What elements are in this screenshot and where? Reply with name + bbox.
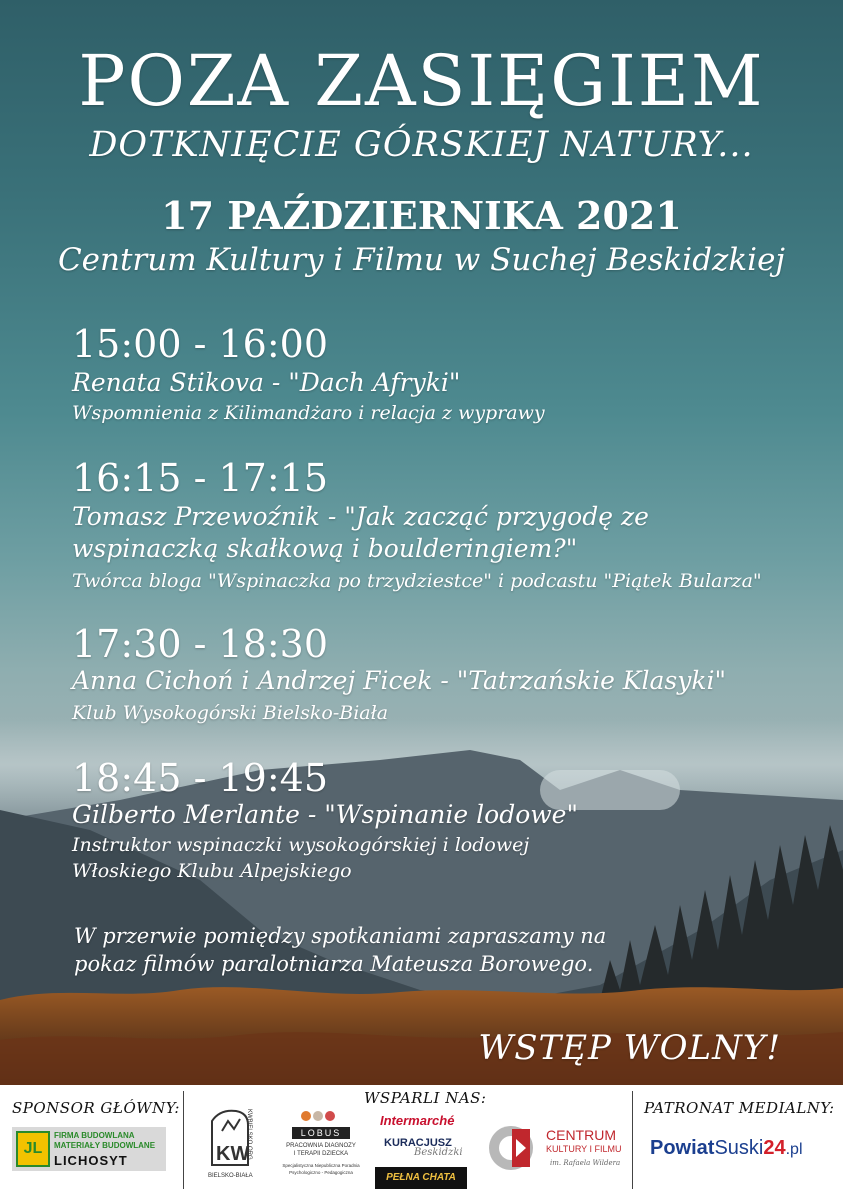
schedule-speaker-1: Renata Stikova - "Dach Afryki" [72, 368, 461, 397]
kw-bielsko-logo[interactable] [208, 1107, 266, 1185]
lobus-logo[interactable] [282, 1109, 360, 1187]
kuracjusz-main: KURACJUSZ [384, 1137, 452, 1149]
schedule-speaker-2-line-1: Tomasz Przewoźnik - "Jak zacząć przygodę ze [72, 502, 649, 531]
break-note-line-1: W przerwie pomiędzy spotkaniami zapraszamy na [74, 924, 607, 948]
kuracjusz-logo[interactable] [384, 1135, 464, 1163]
intermarche-logo[interactable]: Intermarché [380, 1113, 455, 1128]
schedule-description-2: Twórca bloga "Wspinaczka po trzydziestce" i podcastu "Piątek Bularza" [72, 570, 762, 592]
kw-side: KWBIELSKO.ORG [246, 1109, 252, 1160]
lichosyt-line-3: LICHOSYT [54, 1153, 128, 1168]
powiat-part-3: 24 [763, 1137, 786, 1159]
schedule-time-4: 18:45 - 19:45 [72, 756, 329, 800]
schedule-time-1: 15:00 - 16:00 [72, 322, 329, 366]
schedule-speaker-3: Anna Cichoń i Andrzej Ficek - "Tatrzańskie Klasyki" [72, 666, 726, 695]
schedule-description-1: Wspomnienia z Kilimandżaro i relacja z wyprawy [72, 402, 545, 424]
kw-bottom: BIELSKO-BIAŁA [208, 1173, 253, 1179]
schedule-speaker-2-line-2: wspinaczką skałkową i boulderingiem?" [72, 534, 578, 563]
sponsors-footer [0, 1085, 843, 1193]
event-date: 17 PAŹDZIERNIKA 2021 [161, 193, 682, 238]
break-note-line-2: pokaz filmów paralotniarza Mateusza Borowego. [74, 952, 594, 976]
centrum-kultury-logo[interactable] [486, 1123, 622, 1175]
lichosyt-badge: JL [16, 1131, 50, 1167]
schedule-description-4-line-1: Instruktor wspinaczki wysokogórskiej i lodowej [72, 834, 530, 856]
lichosyt-line-2: MATERIAŁY BUDOWLANE [54, 1141, 156, 1150]
sponsor-label: SPONSOR GŁÓWNY: [12, 1099, 180, 1117]
powiat-part-1: Powiat [650, 1137, 715, 1159]
lobus-line-1: PRACOWNIA DIAGNOZY [286, 1143, 356, 1149]
lobus-line-4: Psychologiczno - Pedagogiczna [289, 1170, 353, 1175]
powiat-part-4: .pl [785, 1141, 803, 1158]
free-entry-label: WSTĘP WOLNY! [478, 1028, 781, 1068]
centrum-line-2: KULTURY I FILMU [546, 1144, 622, 1154]
powiat-part-2: Suski [714, 1137, 764, 1159]
lobus-line-2: I TERAPII DZIECKA [293, 1151, 349, 1157]
divider-left [183, 1091, 184, 1189]
event-venue: Centrum Kultury i Filmu w Suchej Beskidzkiej [57, 242, 786, 278]
centrum-line-3: im. Rafaela Wildera [550, 1159, 621, 1167]
lichosyt-logo[interactable] [12, 1127, 166, 1171]
pelna-chata-logo[interactable]: PEŁNA CHATA [375, 1167, 467, 1189]
kuracjusz-sub: Beskidzki [414, 1147, 463, 1158]
lichosyt-line-1: FIRMA BUDOWLANA [54, 1131, 135, 1140]
film-reel-icon [486, 1123, 536, 1173]
schedule-speaker-4: Gilberto Merlante - "Wspinanie lodowe" [72, 800, 578, 829]
lobus-line-3: Specjalistyczna Niepubliczna Poradnia [282, 1163, 360, 1168]
schedule-time-2: 16:15 - 17:15 [72, 456, 329, 500]
lobus-dots-icon [300, 1109, 340, 1123]
powiat-suski-logo[interactable] [650, 1137, 803, 1160]
event-title: POZA ZASIĘGIEM [78, 40, 765, 122]
event-subtitle: DOTKNIĘCIE GÓRSKIEJ NATURY... [89, 125, 754, 165]
schedule-description-4-line-2: Włoskiego Klubu Alpejskiego [72, 860, 352, 882]
divider-right [632, 1091, 633, 1189]
schedule-time-3: 17:30 - 18:30 [72, 622, 329, 666]
kw-main: KW [216, 1143, 250, 1165]
centrum-line-1: CENTRUM [546, 1127, 616, 1143]
lobus-name: LOBUS [292, 1127, 350, 1139]
support-label: WSPARLI NAS: [364, 1089, 487, 1107]
schedule-description-3: Klub Wysokogórski Bielsko-Biała [72, 702, 389, 724]
media-label: PATRONAT MEDIALNY: [644, 1099, 835, 1117]
